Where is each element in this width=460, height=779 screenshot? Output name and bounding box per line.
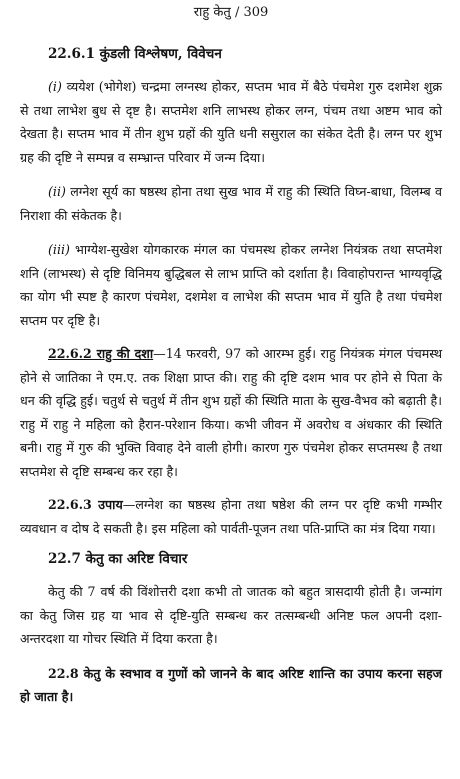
paragraph-point-2	[20, 180, 442, 227]
paragraph-rahu-dasha	[20, 342, 442, 483]
paragraph-point-3-text: भाग्येश-सुखेश योगकारक मंगल का पंचमस्थ होकर लग्नेश नियंत्रक तथा सप्तमेश शनि (लाभस्थ) से दृष्टि विनिमय बुद्धिबल से लाभ प्राप्ति को दर्शाता है। विवाहोपरान्त भाग्यवृद्धि का योग भी स्पष्ट है कारण पंचमेश, दशमेश व लाभेश की सप्तम भाव में युति है तथा पंचमेश सप्तम पर दृष्टि है।	[20, 242, 442, 328]
point-marker-3: (iii)	[48, 242, 70, 257]
paragraph-upay-text: —लग्नेश का षष्ठस्थ होना तथा षष्ठेश की लग्न पर दृष्टि कभी गम्भीर व्यवधान व दोष दे सकती है। इस महिला को पार्वती-पूजन तथा पति-प्राप्ति का मंत्र दिया गया।	[20, 497, 442, 536]
point-marker-1: (i)	[48, 79, 62, 94]
point-marker-2: (ii)	[48, 184, 66, 199]
section-heading-ketu-arisht: 22.7 केतु का अरिष्ट विचार	[48, 551, 188, 567]
paragraph-point-1-text: व्ययेश (भोगेश) चन्द्रमा लग्नस्थ होकर, सप्तम भाव में बैठे पंचमेश गुरु दशमेश शुक्र से तथा लाभेश बुध से दृष्ट है। सप्तमेश शनि लाभस्थ होकर लग्न, पंचम तथा अष्टम भाव को देखता है। सप्तम भाव में तीन शुभ ग्रहों की युति धनी ससुराल का संकेत देती है। लग्न पर शुभ ग्रह की दृष्टि ने सम्पन्न व सम्भ्रान्त परिवार में जन्म दिया।	[20, 79, 442, 165]
paragraph-point-2-text: लग्नेश सूर्य का षष्ठस्थ होना तथा सुख भाव में राहु की स्थिति विघ्न-बाधा, विलम्ब व निराशा की संकेतक है।	[20, 184, 442, 223]
paragraph-point-3	[20, 238, 442, 332]
paragraph-ketu-upay: 22.8 केतु के स्वभाव व गुणों को जानने के बाद अरिष्ट शान्ति का उपाय करना सहज हो जाता है।	[20, 665, 442, 704]
paragraph-rahu-dasha-text: —14 फरवरी, 97 को आरम्भ हुई। राहु नियंत्रक मंगल पंचमस्थ होने से जातिका ने एम.ए. तक शिक्षा प्राप्त की। राहु की दृष्टि दशम भाव पर होने से पिता के धन की वृद्धि हुई। चतुर्थ से चतुर्थ में तीन शुभ ग्रहों की स्थिति माता के सुख-वैभव को बढ़ाती है। राहु में राहु ने महिला को हैरान-परेशान किया। कभी जीवन में अवरोध व अंधकार की स्थिति बनी। राहु में गुरु की भुक्ति विवाह देने वाली होगी। कारण गुरु पंचमेश होकर सप्तमस्थ है तथा सप्तमेश से दृष्टि सम्बन्ध कर रहा है।	[20, 346, 442, 479]
paragraph-point-1	[20, 75, 442, 169]
section-heading-kundli-vishleshan: 22.6.1 कुंडली विश्लेषण, विवेचन	[48, 46, 222, 62]
paragraph-upay	[20, 493, 442, 540]
section-lead-upay: 22.6.3 उपाय	[48, 497, 123, 512]
section-lead-rahu-dasha: 22.6.2 राहु की दशा	[48, 346, 154, 361]
paragraph-ketu-dasha: केतु की 7 वर्ष की विंशोत्तरी दशा कभी तो जातक को बहुत त्रासदायी होती है। जन्मांग का केतु जिस ग्रह या भाव से दृष्टि-युति सम्बन्ध कर तत्सम्बन्धी अनिष्ट फल अपनी दशा-अन्तरदशा या गोचर स्थिति में दिया करता है।	[20, 584, 442, 646]
running-head: राहु केतु / 309	[193, 5, 269, 20]
